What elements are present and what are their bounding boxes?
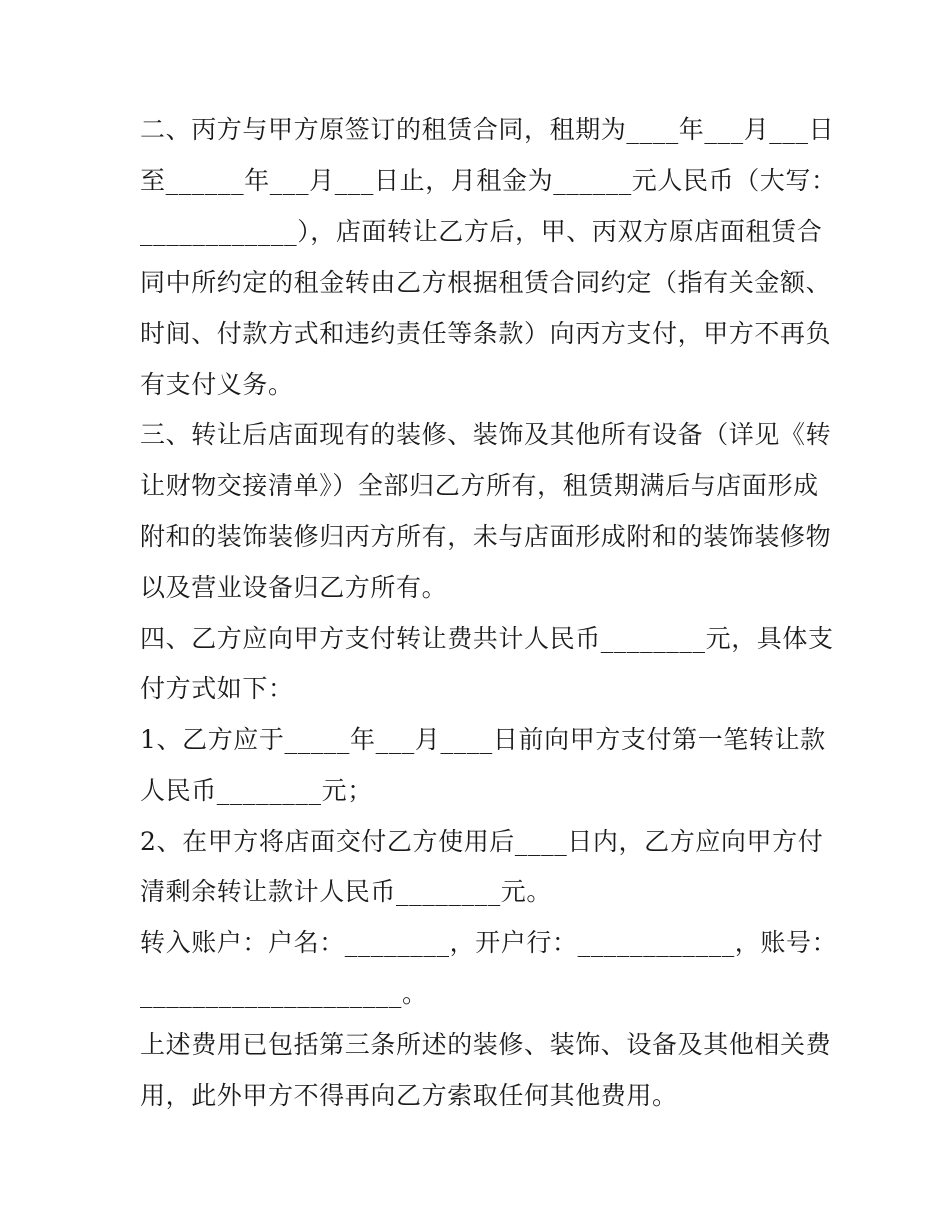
clause-2-line-6: 有支付义务。	[140, 370, 294, 399]
clause-3-line-1: 三、转让后店面现有的装修、装饰及其他所有设备（详见《转	[140, 420, 832, 449]
clause-2-line-3: ____________），店面转让乙方后，甲、丙双方原店面租赁合	[140, 217, 823, 246]
clause-3-line-2: 让财物交接清单》）全部归乙方所有，租赁期满后与店面形成	[140, 471, 819, 500]
clause-2-line-5: 时间、付款方式和违约责任等条款）向丙方支付，甲方不再负	[140, 319, 832, 348]
fees-note-line-1: 上述费用已包括第三条所述的装修、装饰、设备及其他相关费	[140, 1030, 832, 1059]
fees-note-line-2: 用，此外甲方不得再向乙方索取任何其他费用。	[140, 1081, 678, 1110]
clause-4-line-1: 四、乙方应向甲方支付转让费共计人民币________元，具体支	[140, 624, 834, 653]
clause-2-line-4: 同中所约定的租金转由乙方根据租赁合同约定（指有关金额、	[140, 268, 832, 297]
clause-2-line-2: 至______年___月___日止，月租金为______元人民币（大写：	[140, 166, 837, 195]
clause-3-line-3: 附和的装饰装修归丙方所有，未与店面形成附和的装饰装修物	[140, 522, 832, 551]
payment-1-line-2: 人民币________元；	[140, 776, 373, 805]
payment-1-line-1: 1、乙方应于_____年___月____日前向甲方支付第一笔转让款	[140, 725, 826, 754]
clause-2-line-1: 二、丙方与甲方原签订的租赁合同，租期为____年___月___日	[140, 115, 835, 144]
account-line-2: ____________________。	[140, 979, 428, 1008]
account-line-1: 转入账户：户名：________，开户行：____________，账号：	[140, 928, 838, 957]
clause-3-line-4: 以及营业设备归乙方所有。	[140, 573, 448, 602]
payment-2-line-1: 2、在甲方将店面交付乙方使用后____日内，乙方应向甲方付	[140, 827, 824, 856]
payment-2-line-2: 清剩余转让款计人民币________元。	[140, 877, 553, 906]
clause-4-line-2: 付方式如下：	[140, 674, 294, 703]
